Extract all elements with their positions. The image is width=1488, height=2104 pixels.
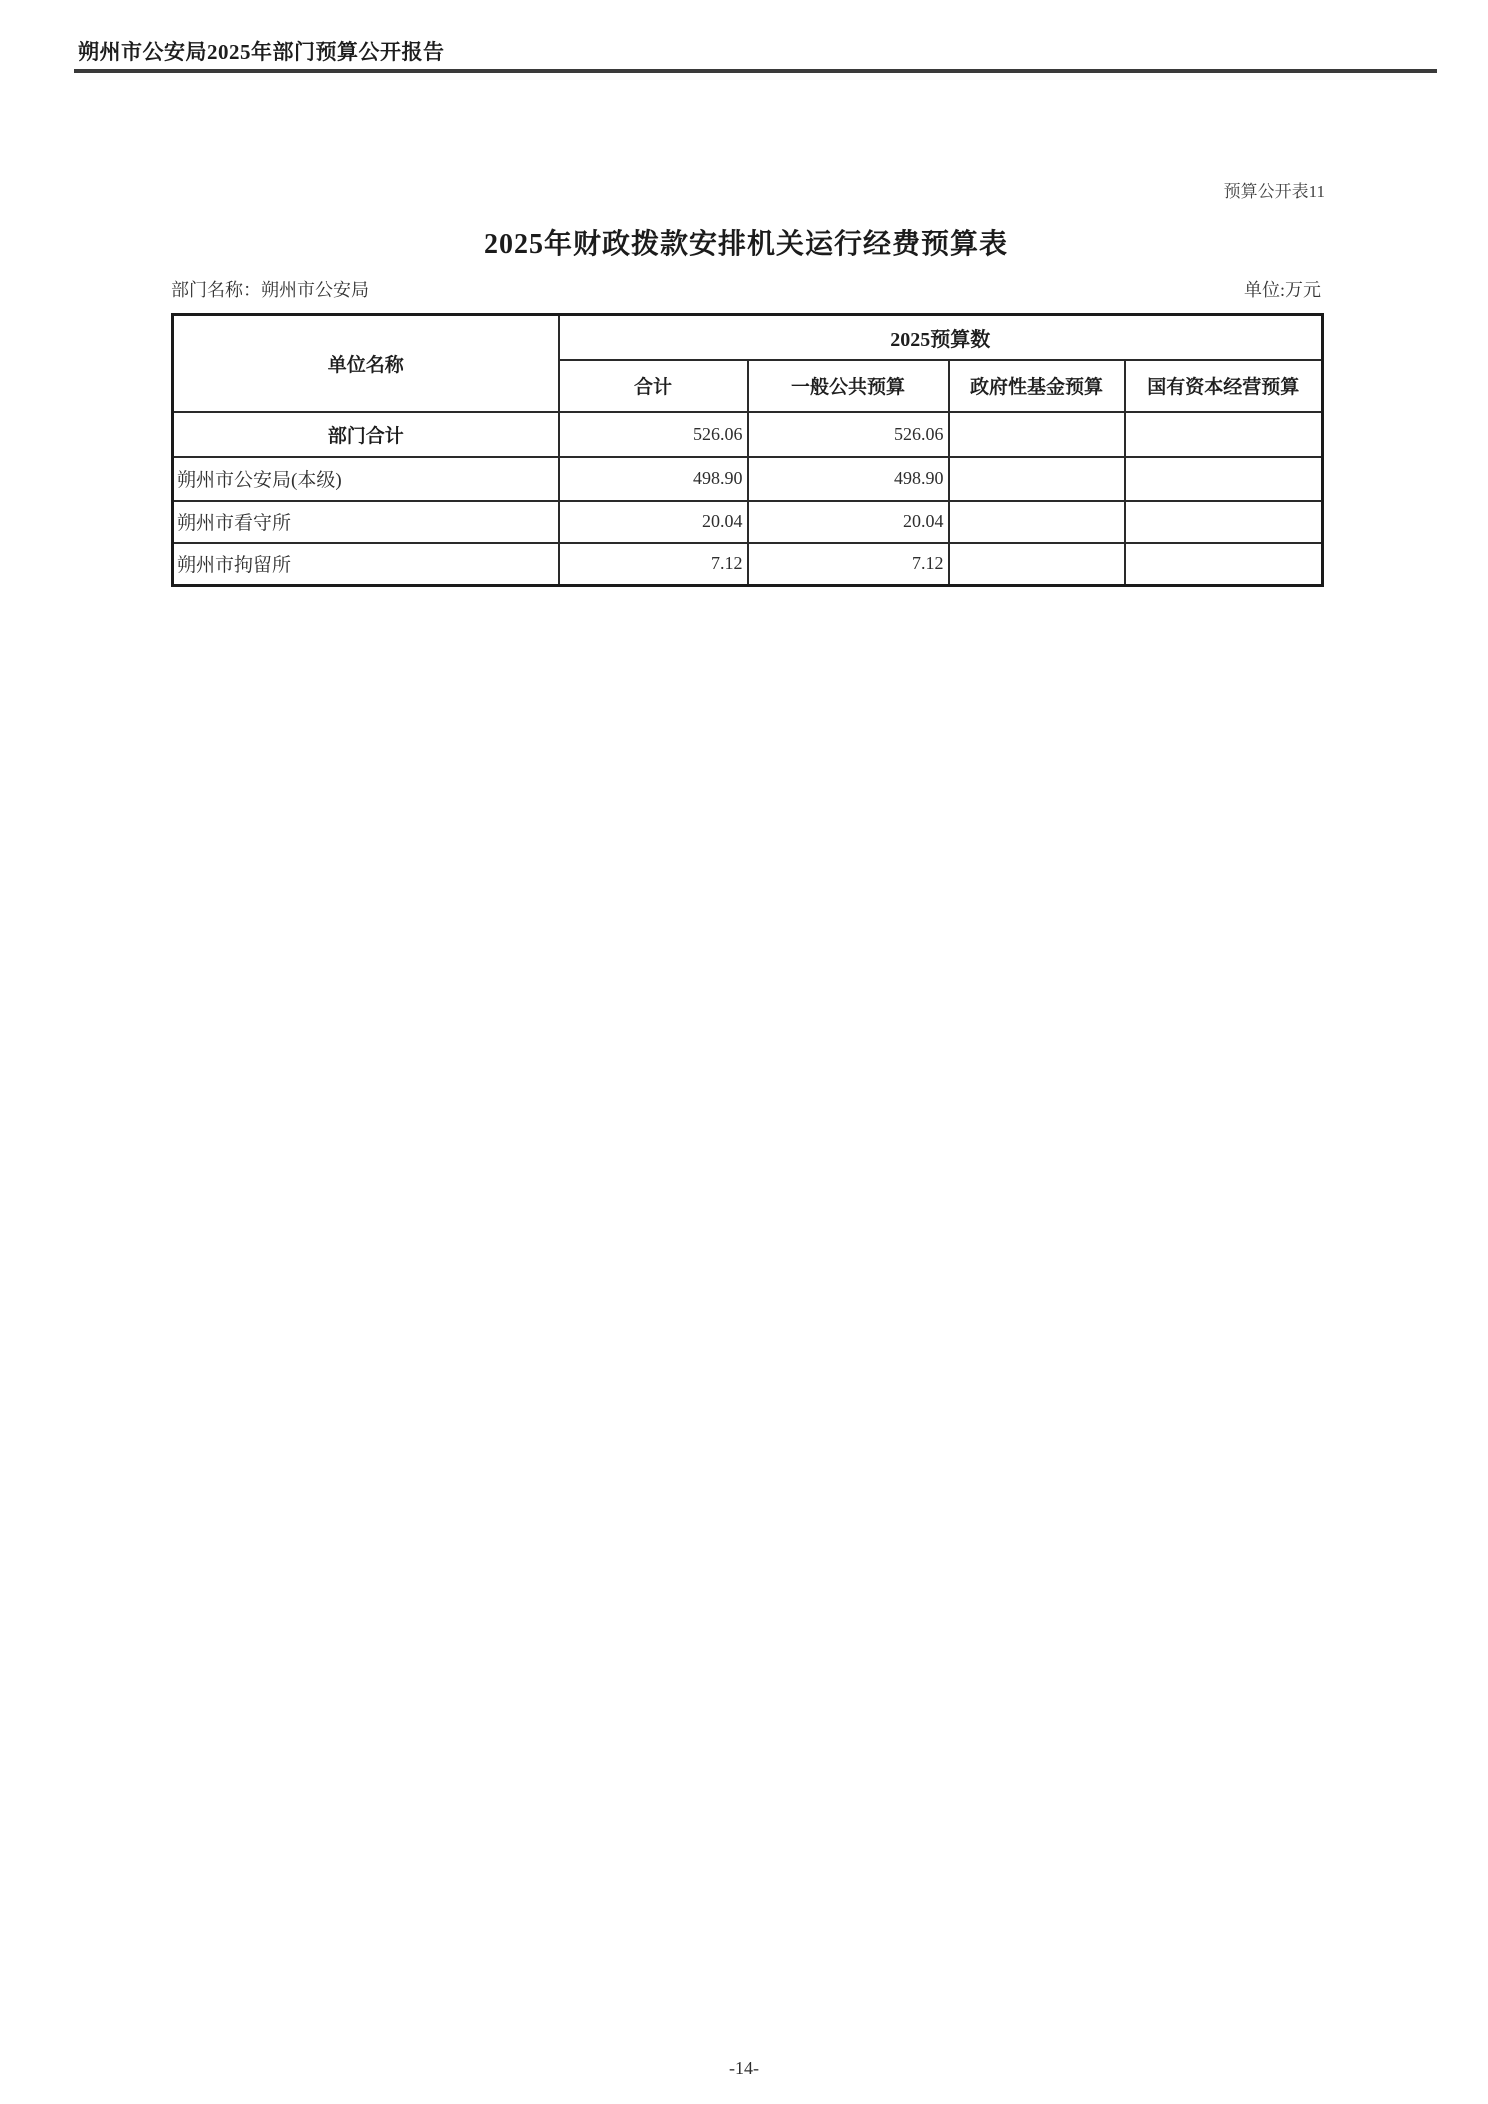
gov-fund-value-cell (949, 501, 1125, 543)
page-number: -14- (729, 2058, 759, 2078)
column-header-government-fund-budget: 政府性基金预算 (949, 360, 1125, 412)
unit-label: 单位:万元 (1243, 280, 1321, 300)
report-title-header: 朔州市公安局2025年部门预算公开报告 (78, 40, 445, 64)
total-value-cell: 20.04 (559, 501, 748, 543)
column-header-general-public-budget: 一般公共预算 (748, 360, 949, 412)
state-capital-value-cell (1125, 457, 1323, 501)
table-header-row-group (173, 315, 1323, 360)
table-number-label: 预算公开表11 (1223, 182, 1325, 201)
unit-name-cell: 朔州市看守所 (173, 501, 559, 543)
table-row-bureau-main (173, 457, 1323, 501)
department-name-label: 部门名称：朔州市公安局 (171, 280, 369, 300)
general-public-value-cell: 7.12 (748, 543, 949, 586)
table-row-custody-house (173, 543, 1323, 586)
gov-fund-value-cell (949, 457, 1125, 501)
total-value-cell: 526.06 (559, 412, 748, 457)
column-header-unit-name: 单位名称 (173, 315, 559, 412)
table-row-detention-house (173, 501, 1323, 543)
general-public-value-cell: 498.90 (748, 457, 949, 501)
state-capital-value-cell (1125, 501, 1323, 543)
gov-fund-value-cell (949, 543, 1125, 586)
header-divider-rule (74, 69, 1437, 73)
general-public-value-cell: 20.04 (748, 501, 949, 543)
unit-name-cell: 部门合计 (173, 412, 559, 457)
unit-name-cell: 朔州市公安局(本级) (173, 457, 559, 501)
column-header-total: 合计 (559, 360, 748, 412)
column-header-state-capital-budget: 国有资本经营预算 (1125, 360, 1323, 412)
state-capital-value-cell (1125, 412, 1323, 457)
gov-fund-value-cell (949, 412, 1125, 457)
table-row-department-total (173, 412, 1323, 457)
budget-table (171, 313, 1324, 587)
total-value-cell: 498.90 (559, 457, 748, 501)
table-meta-row (171, 276, 1321, 302)
total-value-cell: 7.12 (559, 543, 748, 586)
state-capital-value-cell (1125, 543, 1323, 586)
document-title: 2025年财政拨款安排机关运行经费预算表 (483, 229, 1008, 260)
column-header-2025-budget-group: 2025预算数 (559, 315, 1323, 360)
unit-name-cell: 朔州市拘留所 (173, 543, 559, 586)
general-public-value-cell: 526.06 (748, 412, 949, 457)
